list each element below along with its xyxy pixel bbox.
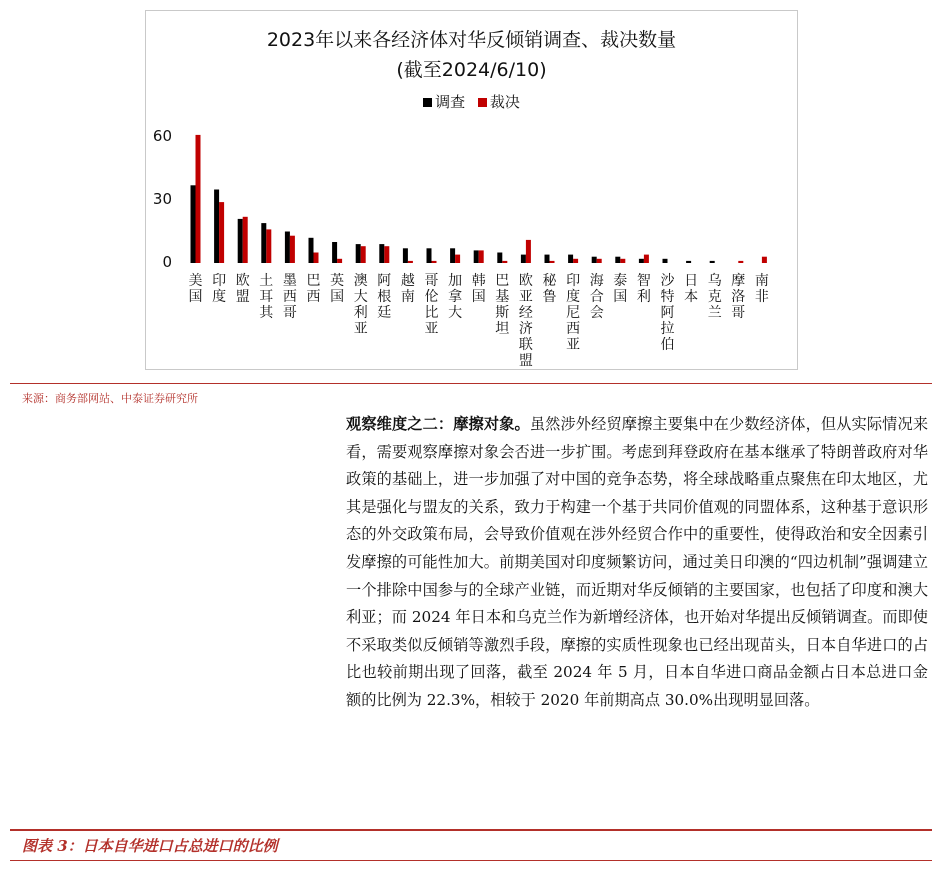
bar-investigation-22 (710, 261, 715, 263)
x-tick-label: 印 度 尼 西 亚 (566, 273, 581, 353)
bar-investigation-2 (238, 219, 243, 263)
chart-title: 2023年以来各经济体对华反倾销调查、裁决数量 (266, 29, 677, 51)
bar-ruling-3 (266, 229, 271, 263)
y-tick-label: 30 (152, 190, 172, 208)
x-tick-label: 哥 伦 比 亚 (424, 273, 439, 337)
x-tick-label: 智 利 (636, 273, 651, 305)
caption-bottom-line (10, 860, 932, 861)
x-tick-label: 海 合 会 (589, 273, 604, 321)
x-tick-label: 印 度 (212, 273, 227, 305)
x-tick-label: 澳 大 利 亚 (353, 273, 368, 337)
bar-investigation-13 (497, 253, 502, 264)
x-tick-label: 阿 根 廷 (377, 273, 392, 321)
x-tick-label: 墨 西 哥 (282, 273, 297, 321)
x-tick-label: 英 国 (330, 273, 345, 305)
chart-subtitle: (截至2024/6/10) (396, 59, 547, 81)
bar-ruling-1 (219, 202, 224, 263)
bar-ruling-10 (432, 261, 437, 263)
bar-ruling-4 (290, 236, 295, 263)
bar-investigation-9 (403, 248, 408, 263)
paragraph-text: 虽然涉外经贸摩擦主要集中在少数经济体，但从实际情况来看，需要观察摩擦对象会否进一步扩围。考虑到拜登政府在基本继承了特朗普政府对华政策的基础上，进一步加强了对中国的竞争态势，将全球战略重点聚焦在印太地区，尤其是强化与盟友的关系，致力于构建一个基于共同价值观的同盟体系，这种基于意识形态的外交政策布局，会导致价值观在涉外经贸合作中的重要性，使得政治和安全因素引发摩擦的可能性加大。前期美国对印度频繁访问，通过美日印澳的“四边机制”强调建立一个排除中国参与的全球产业链，而近期对华反倾销的主要国家，也包括了印度和澳大利亚；而 2024 年日本和乌克兰作为新增经济体，也开始对华提出反倾销调查。而即使不采取类似反倾销等激烈手段，摩擦的实质性现象也已经出现苗头，日本自华进口的占比也较前期出现了回落，截至 2024 年 5 月，日本自华进口商品金额占日本总进口金额的比例为 22.3%，相较于 2020 年前期高点 30.0%出现明显回落。 (346, 415, 929, 709)
x-tick-label: 土 耳 其 (259, 273, 274, 321)
bar-investigation-8 (379, 244, 384, 263)
bar-investigation-3 (261, 223, 266, 263)
bar-investigation-14 (521, 255, 526, 263)
x-tick-label: 越 南 (400, 273, 415, 305)
bar-investigation-10 (427, 248, 432, 263)
x-tick-label: 摩 洛 哥 (731, 273, 746, 321)
bar-ruling-7 (361, 246, 366, 263)
chart-container (145, 10, 798, 370)
legend-label-investigation: 调查 (435, 93, 466, 111)
bar-investigation-7 (356, 244, 361, 263)
figure-caption: 图表 3：日本自华进口占总进口的比例 (22, 837, 278, 855)
bar-ruling-2 (243, 217, 248, 263)
x-tick-label: 秘 鲁 (542, 273, 557, 305)
bar-ruling-11 (455, 255, 460, 263)
bar-investigation-19 (639, 259, 644, 263)
legend-label-ruling: 裁决 (489, 93, 520, 111)
x-tick-label: 加 拿 大 (448, 273, 463, 321)
chart-source: 来源：商务部网站、中泰证券研究所 (22, 392, 198, 405)
paragraph-heading: 观察维度之二：摩擦对象。 (346, 415, 530, 433)
bar-ruling-24 (762, 257, 767, 263)
bar-investigation-20 (663, 259, 668, 263)
bar-ruling-13 (502, 261, 507, 263)
x-tick-label: 欧 亚 经 济 联 盟 (518, 273, 533, 369)
bar-ruling-0 (196, 135, 201, 263)
bar-ruling-6 (337, 259, 342, 263)
bar-ruling-19 (644, 255, 649, 263)
bar-ruling-17 (597, 259, 602, 263)
bar-ruling-15 (550, 261, 555, 263)
body-paragraph (346, 411, 928, 715)
y-tick-label: 60 (152, 127, 172, 145)
bar-investigation-17 (592, 257, 597, 263)
x-tick-label: 乌 克 兰 (707, 273, 722, 321)
x-tick-label: 南 非 (754, 273, 769, 305)
bar-ruling-14 (526, 240, 531, 263)
x-tick-label: 泰 国 (613, 273, 628, 305)
divider-line (10, 383, 932, 384)
bar-chart-plot (146, 11, 797, 369)
x-tick-label: 日 本 (684, 273, 699, 305)
x-tick-label: 欧 盟 (235, 273, 250, 305)
x-tick-label: 巴 基 斯 坦 (495, 273, 510, 337)
x-tick-label: 沙 特 阿 拉 伯 (660, 273, 675, 353)
bar-investigation-16 (568, 255, 573, 263)
bar-ruling-12 (479, 250, 484, 263)
bar-investigation-21 (686, 261, 691, 263)
x-tick-label: 韩 国 (471, 273, 486, 305)
bar-ruling-18 (620, 259, 625, 263)
bar-ruling-8 (384, 246, 389, 263)
bar-investigation-11 (450, 248, 455, 263)
bar-investigation-1 (214, 190, 219, 264)
bar-ruling-5 (314, 253, 319, 264)
bar-ruling-16 (573, 259, 578, 263)
bar-investigation-5 (309, 238, 314, 263)
caption-top-line (10, 829, 932, 831)
bar-ruling-23 (738, 261, 743, 263)
bar-ruling-9 (408, 261, 413, 263)
x-tick-label: 巴 西 (306, 273, 321, 305)
bar-investigation-4 (285, 232, 290, 264)
bar-investigation-0 (191, 185, 196, 263)
bar-investigation-15 (545, 255, 550, 263)
bar-investigation-6 (332, 242, 337, 263)
bar-investigation-18 (615, 257, 620, 263)
bar-investigation-12 (474, 250, 479, 263)
y-tick-label: 0 (162, 253, 172, 271)
x-tick-label: 美 国 (188, 273, 203, 305)
